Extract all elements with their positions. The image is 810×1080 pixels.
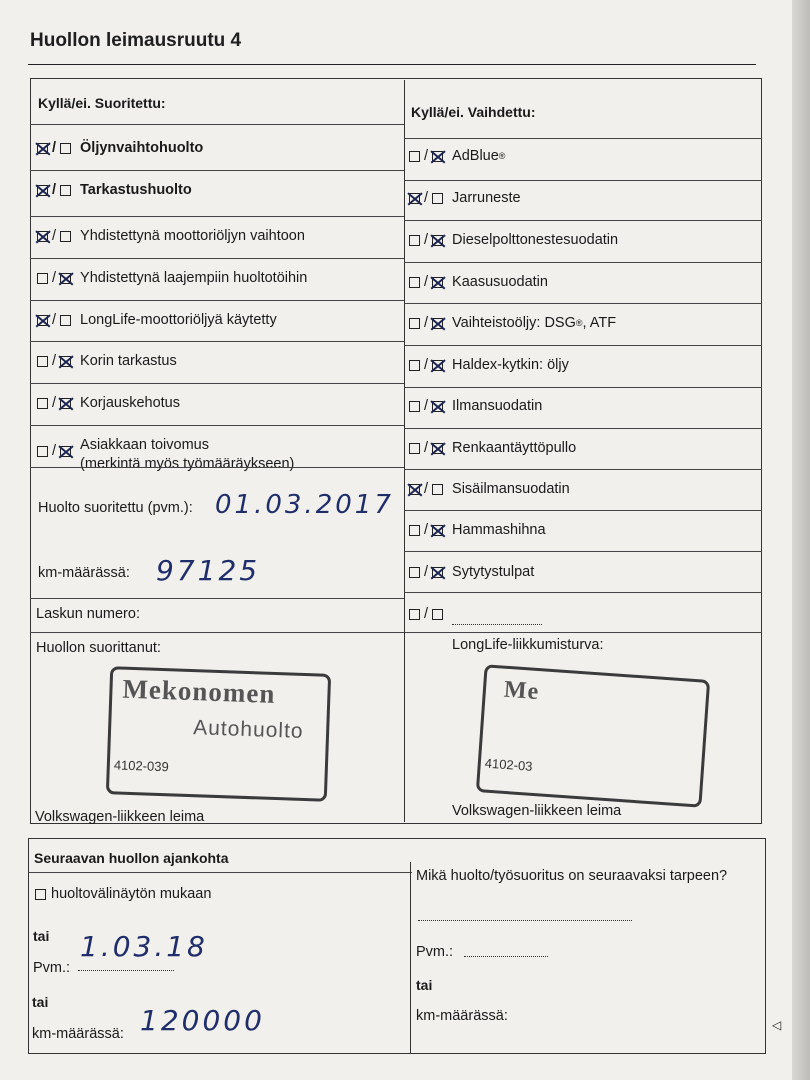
next-question: Mikä huolto/työsuoritus on seuraavaksi tarpeen?	[416, 868, 728, 884]
no-checkbox[interactable]	[432, 401, 443, 412]
yes-checkbox[interactable]	[409, 401, 420, 412]
check-label: Korin tarkastus	[80, 353, 177, 369]
service-date-label: Huolto suoritettu (pvm.):	[38, 500, 193, 516]
row-divider	[30, 383, 404, 384]
row-divider	[404, 262, 762, 263]
label-suffix: , ATF	[582, 315, 617, 331]
question-dots	[418, 920, 632, 921]
right-date-dots	[464, 956, 548, 957]
km-label: km-määrässä:	[38, 565, 130, 581]
right-header: Kyllä/ei. Vaihdettu:	[411, 104, 536, 120]
check-row	[408, 398, 542, 414]
check-label: Tarkastushuolto	[80, 182, 192, 198]
next-date-label: Pvm.:	[33, 960, 71, 976]
slash-separator: /	[424, 232, 429, 248]
row-divider	[30, 300, 404, 301]
check-row	[36, 312, 277, 328]
slash-separator: /	[424, 190, 429, 206]
check-row	[408, 274, 548, 290]
yes-checkbox[interactable]	[37, 185, 48, 196]
page-title: Huollon leimausruutu 4	[30, 30, 242, 51]
page-edge	[792, 0, 810, 1080]
slash-separator: /	[424, 357, 429, 373]
no-checkbox[interactable]	[60, 315, 71, 326]
triangle-left-icon: ◁	[772, 1018, 782, 1032]
no-checkbox[interactable]	[60, 356, 71, 367]
performer-label: Huollon suorittanut:	[36, 640, 161, 656]
dotted-line	[452, 624, 542, 625]
next-column-divider	[410, 862, 411, 1054]
check-label: Ilmansuodatin	[452, 398, 543, 414]
slash-separator: /	[424, 148, 429, 164]
check-label: Korjauskehotus	[80, 395, 180, 411]
left-header: Kyllä/ei. Suoritettu:	[38, 95, 166, 111]
check-label: Jarruneste	[452, 190, 521, 206]
check-label: Haldex-kytkin: öljy	[452, 357, 569, 373]
check-label: Vaihteistoöljy: DSG	[452, 315, 576, 331]
yes-checkbox[interactable]	[37, 273, 48, 284]
no-checkbox[interactable]	[432, 567, 443, 578]
check-row	[408, 232, 618, 248]
slash-separator: /	[52, 312, 57, 328]
column-divider	[404, 80, 405, 822]
row-divider	[30, 632, 762, 633]
slash-separator: /	[424, 440, 429, 456]
row-divider	[404, 469, 762, 470]
check-row	[408, 190, 521, 206]
row-divider	[30, 258, 404, 259]
registered-mark: ®	[498, 151, 506, 161]
no-checkbox[interactable]	[432, 151, 443, 162]
title-rule	[28, 64, 756, 65]
no-checkbox[interactable]	[432, 525, 443, 536]
no-checkbox-checked[interactable]	[60, 446, 71, 457]
check-row	[36, 182, 192, 198]
or-label-2: tai	[32, 994, 49, 1010]
row-divider	[30, 216, 404, 217]
next-km-value: 120000	[140, 1004, 265, 1037]
next-date-dots	[78, 970, 174, 971]
row-divider	[30, 341, 404, 342]
no-checkbox[interactable]	[60, 143, 71, 154]
check-label: Dieselpolttonestesuodatin	[452, 232, 619, 248]
row-divider	[30, 170, 404, 171]
no-checkbox[interactable]	[432, 484, 443, 495]
yes-checkbox[interactable]	[409, 235, 420, 246]
stamp-name: Mekonomen	[122, 673, 276, 709]
no-checkbox[interactable]	[432, 609, 443, 620]
slash-separator: /	[52, 182, 57, 198]
row-divider	[404, 510, 762, 511]
no-checkbox[interactable]	[60, 185, 71, 196]
right-km-label: km-määrässä:	[416, 1008, 508, 1024]
check-label: Kaasusuodatin	[452, 274, 548, 290]
slash-separator: /	[424, 522, 429, 538]
slash-separator: /	[424, 315, 429, 331]
right-empty-row: /	[408, 606, 444, 622]
check-label: LongLife-moottoriöljyä käytetty	[80, 312, 277, 328]
no-checkbox[interactable]	[432, 193, 443, 204]
yes-checkbox[interactable]	[409, 609, 420, 620]
vw-stamp-label-right: Volkswagen-liikkeen leima	[452, 803, 622, 819]
check-row	[408, 440, 576, 456]
row-divider	[404, 220, 762, 221]
slash-separator: /	[52, 270, 57, 286]
no-checkbox[interactable]	[432, 277, 443, 288]
slash-separator: /	[424, 274, 429, 290]
check-row	[408, 315, 616, 331]
yes-checkbox[interactable]	[37, 143, 48, 154]
row-divider	[30, 467, 404, 468]
header-divider	[30, 124, 404, 125]
row-divider	[30, 425, 404, 426]
check-label: Renkaantäyttöpullo	[452, 440, 577, 456]
stamp-sub: Autohuolto	[192, 716, 304, 743]
longlife-label: LongLife-liikkumisturva:	[452, 637, 604, 653]
no-checkbox[interactable]	[60, 231, 71, 242]
check-row	[36, 270, 307, 286]
check-row	[408, 564, 534, 580]
yes-checkbox[interactable]	[37, 398, 48, 409]
yes-checkbox[interactable]	[409, 193, 420, 204]
slash-separator: /	[424, 564, 429, 580]
vw-stamp-label-left: Volkswagen-liikkeen leima	[35, 809, 205, 825]
check-row	[408, 481, 570, 497]
stamp-number: 4102-039	[113, 757, 170, 775]
no-checkbox[interactable]	[432, 235, 443, 246]
yes-checkbox[interactable]	[409, 151, 420, 162]
slash-separator: /	[52, 228, 57, 244]
row-divider	[404, 345, 762, 346]
invoice-label: Laskun numero:	[36, 606, 140, 622]
check-row	[36, 228, 305, 244]
check-row	[36, 353, 177, 369]
yes-checkbox[interactable]	[409, 443, 420, 454]
row-divider	[404, 428, 762, 429]
yes-checkbox[interactable]	[37, 231, 48, 242]
row-divider	[404, 551, 762, 552]
check-label: Hammashihna	[452, 522, 546, 538]
registered-mark: ®	[575, 318, 583, 328]
check-row	[36, 395, 180, 411]
slash-separator: /	[52, 140, 57, 156]
next-header-rule	[28, 872, 412, 873]
row-divider	[404, 180, 762, 181]
check-label: Sytytystulpat	[452, 564, 535, 580]
row-divider	[30, 598, 404, 599]
yes-checkbox[interactable]	[37, 356, 48, 367]
slash-separator: /	[424, 398, 429, 414]
no-checkbox[interactable]	[60, 398, 71, 409]
wish-line2: (merkintä myös työmääräykseen)	[80, 456, 295, 472]
check-label: Sisäilmansuodatin	[452, 481, 570, 497]
yes-checkbox[interactable]	[409, 567, 420, 578]
slash-separator: /	[424, 481, 429, 497]
yes-checkbox[interactable]	[409, 318, 420, 329]
check-row	[408, 357, 569, 373]
row-divider	[404, 592, 762, 593]
right-date-label: Pvm.:	[416, 944, 454, 960]
slash-separator: /	[52, 395, 57, 411]
row-divider	[404, 387, 762, 388]
interval-option: huoltovälinäytön mukaan	[34, 886, 211, 902]
yes-checkbox[interactable]	[409, 360, 420, 371]
yes-checkbox[interactable]	[409, 484, 420, 495]
longlife-stamp	[476, 664, 710, 807]
left-item-wish: / Asiakkaan toivomus (merkintä myös työmääräykseen)	[36, 428, 294, 474]
next-km-label: km-määrässä:	[32, 1026, 124, 1042]
wish-line1: Asiakkaan toivomus	[80, 437, 209, 453]
mekonomen-stamp	[106, 666, 331, 802]
check-row	[408, 148, 505, 164]
stamp2-number: 4102-03	[484, 755, 533, 774]
yes-checkbox[interactable]	[409, 277, 420, 288]
or-label-1: tai	[33, 928, 50, 944]
right-or-label: tai	[416, 977, 433, 993]
yes-checkbox[interactable]	[37, 446, 48, 457]
row-divider	[404, 138, 762, 139]
service-date-value: 01.03.2017	[215, 490, 394, 520]
check-row	[408, 522, 546, 538]
check-label: Yhdistettynä moottoriöljyn vaihtoon	[80, 228, 305, 244]
next-header: Seuraavan huollon ajankohta	[34, 850, 229, 866]
interval-checkbox[interactable]	[35, 889, 46, 900]
no-checkbox[interactable]	[60, 273, 71, 284]
check-label: AdBlue	[452, 148, 499, 164]
check-label: Öljynvaihtohuolto	[80, 140, 204, 156]
no-checkbox[interactable]	[432, 318, 443, 329]
no-checkbox[interactable]	[432, 360, 443, 371]
km-value: 97125	[156, 554, 261, 587]
next-date-value: 1.03.18	[80, 930, 208, 963]
row-divider	[404, 303, 762, 304]
yes-checkbox[interactable]	[409, 525, 420, 536]
yes-checkbox[interactable]	[37, 315, 48, 326]
no-checkbox[interactable]	[432, 443, 443, 454]
stamp2-name: Me	[503, 676, 541, 706]
check-row	[36, 140, 203, 156]
slash-separator: /	[52, 353, 57, 369]
check-label: Yhdistettynä laajempiin huoltotöihin	[80, 270, 308, 286]
